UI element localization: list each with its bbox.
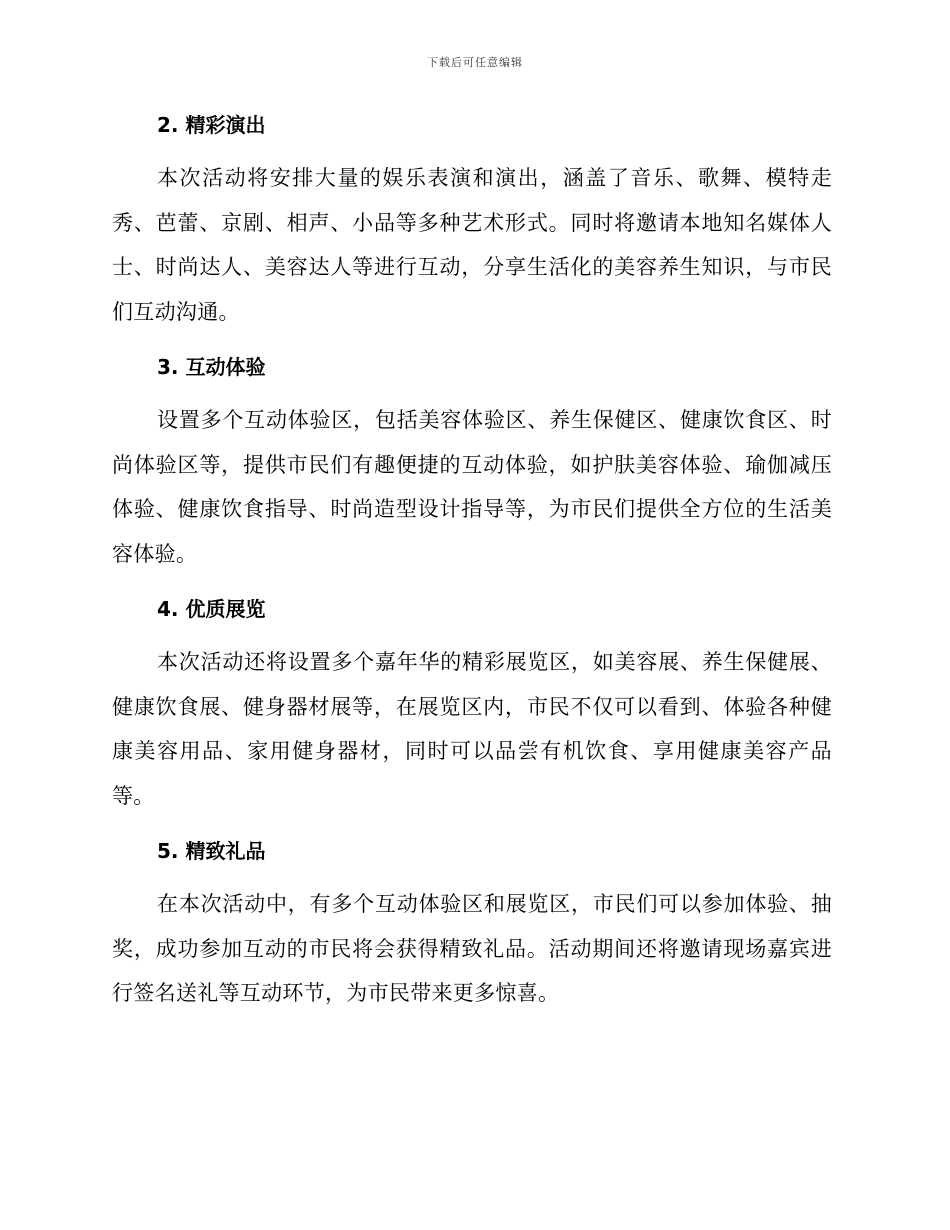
section-interactive-experience (112, 352, 832, 576)
section-paragraph: 在本次活动中，有多个互动体验区和展览区，市民们可以参加体验、抽奖，成功参加互动的市民将会获得精致礼品。活动期间还将邀请现场嘉宾进行签名送礼等互动环节，为市民带来更多惊喜。 (112, 892, 832, 1005)
section-paragraph: 本次活动将安排大量的娱乐表演和演出，涵盖了音乐、歌舞、模特走秀、芭蕾、京剧、相声、小品等多种艺术形式。同时将邀请本地知名媒体人士、时尚达人、美容达人等进行互动，分享生活化的美容养生知识，与市民们互动沟通。 (112, 166, 832, 324)
page-header: 下载后可任意编辑 (427, 56, 523, 69)
section-paragraph: 本次活动还将设置多个嘉年华的精彩展览区，如美容展、养生保健展、健康饮食展、健身器材展等，在展览区内，市民不仅可以看到、体验各种健康美容用品、家用健身器材，同时可以品尝有机饮食、享用健康美容产品等。 (112, 650, 832, 808)
section-heading: 2. 精彩演出 (157, 113, 266, 137)
section-paragraph: 设置多个互动体验区，包括美容体验区、养生保健区、健康饮食区、时尚体验区等，提供市民们有趣便捷的互动体验，如护肤美容体验、瑜伽减压体验、健康饮食指导、时尚造型设计指导等，为市民们提供全方位的生活美容体验。 (112, 408, 832, 566)
document-body (112, 110, 832, 1016)
section-heading: 3. 互动体验 (157, 355, 266, 379)
section-exhibitions (112, 594, 832, 818)
section-performances (112, 110, 832, 334)
section-heading: 5. 精致礼品 (157, 839, 266, 863)
section-heading: 4. 优质展览 (157, 597, 266, 621)
section-gifts (112, 836, 832, 1016)
